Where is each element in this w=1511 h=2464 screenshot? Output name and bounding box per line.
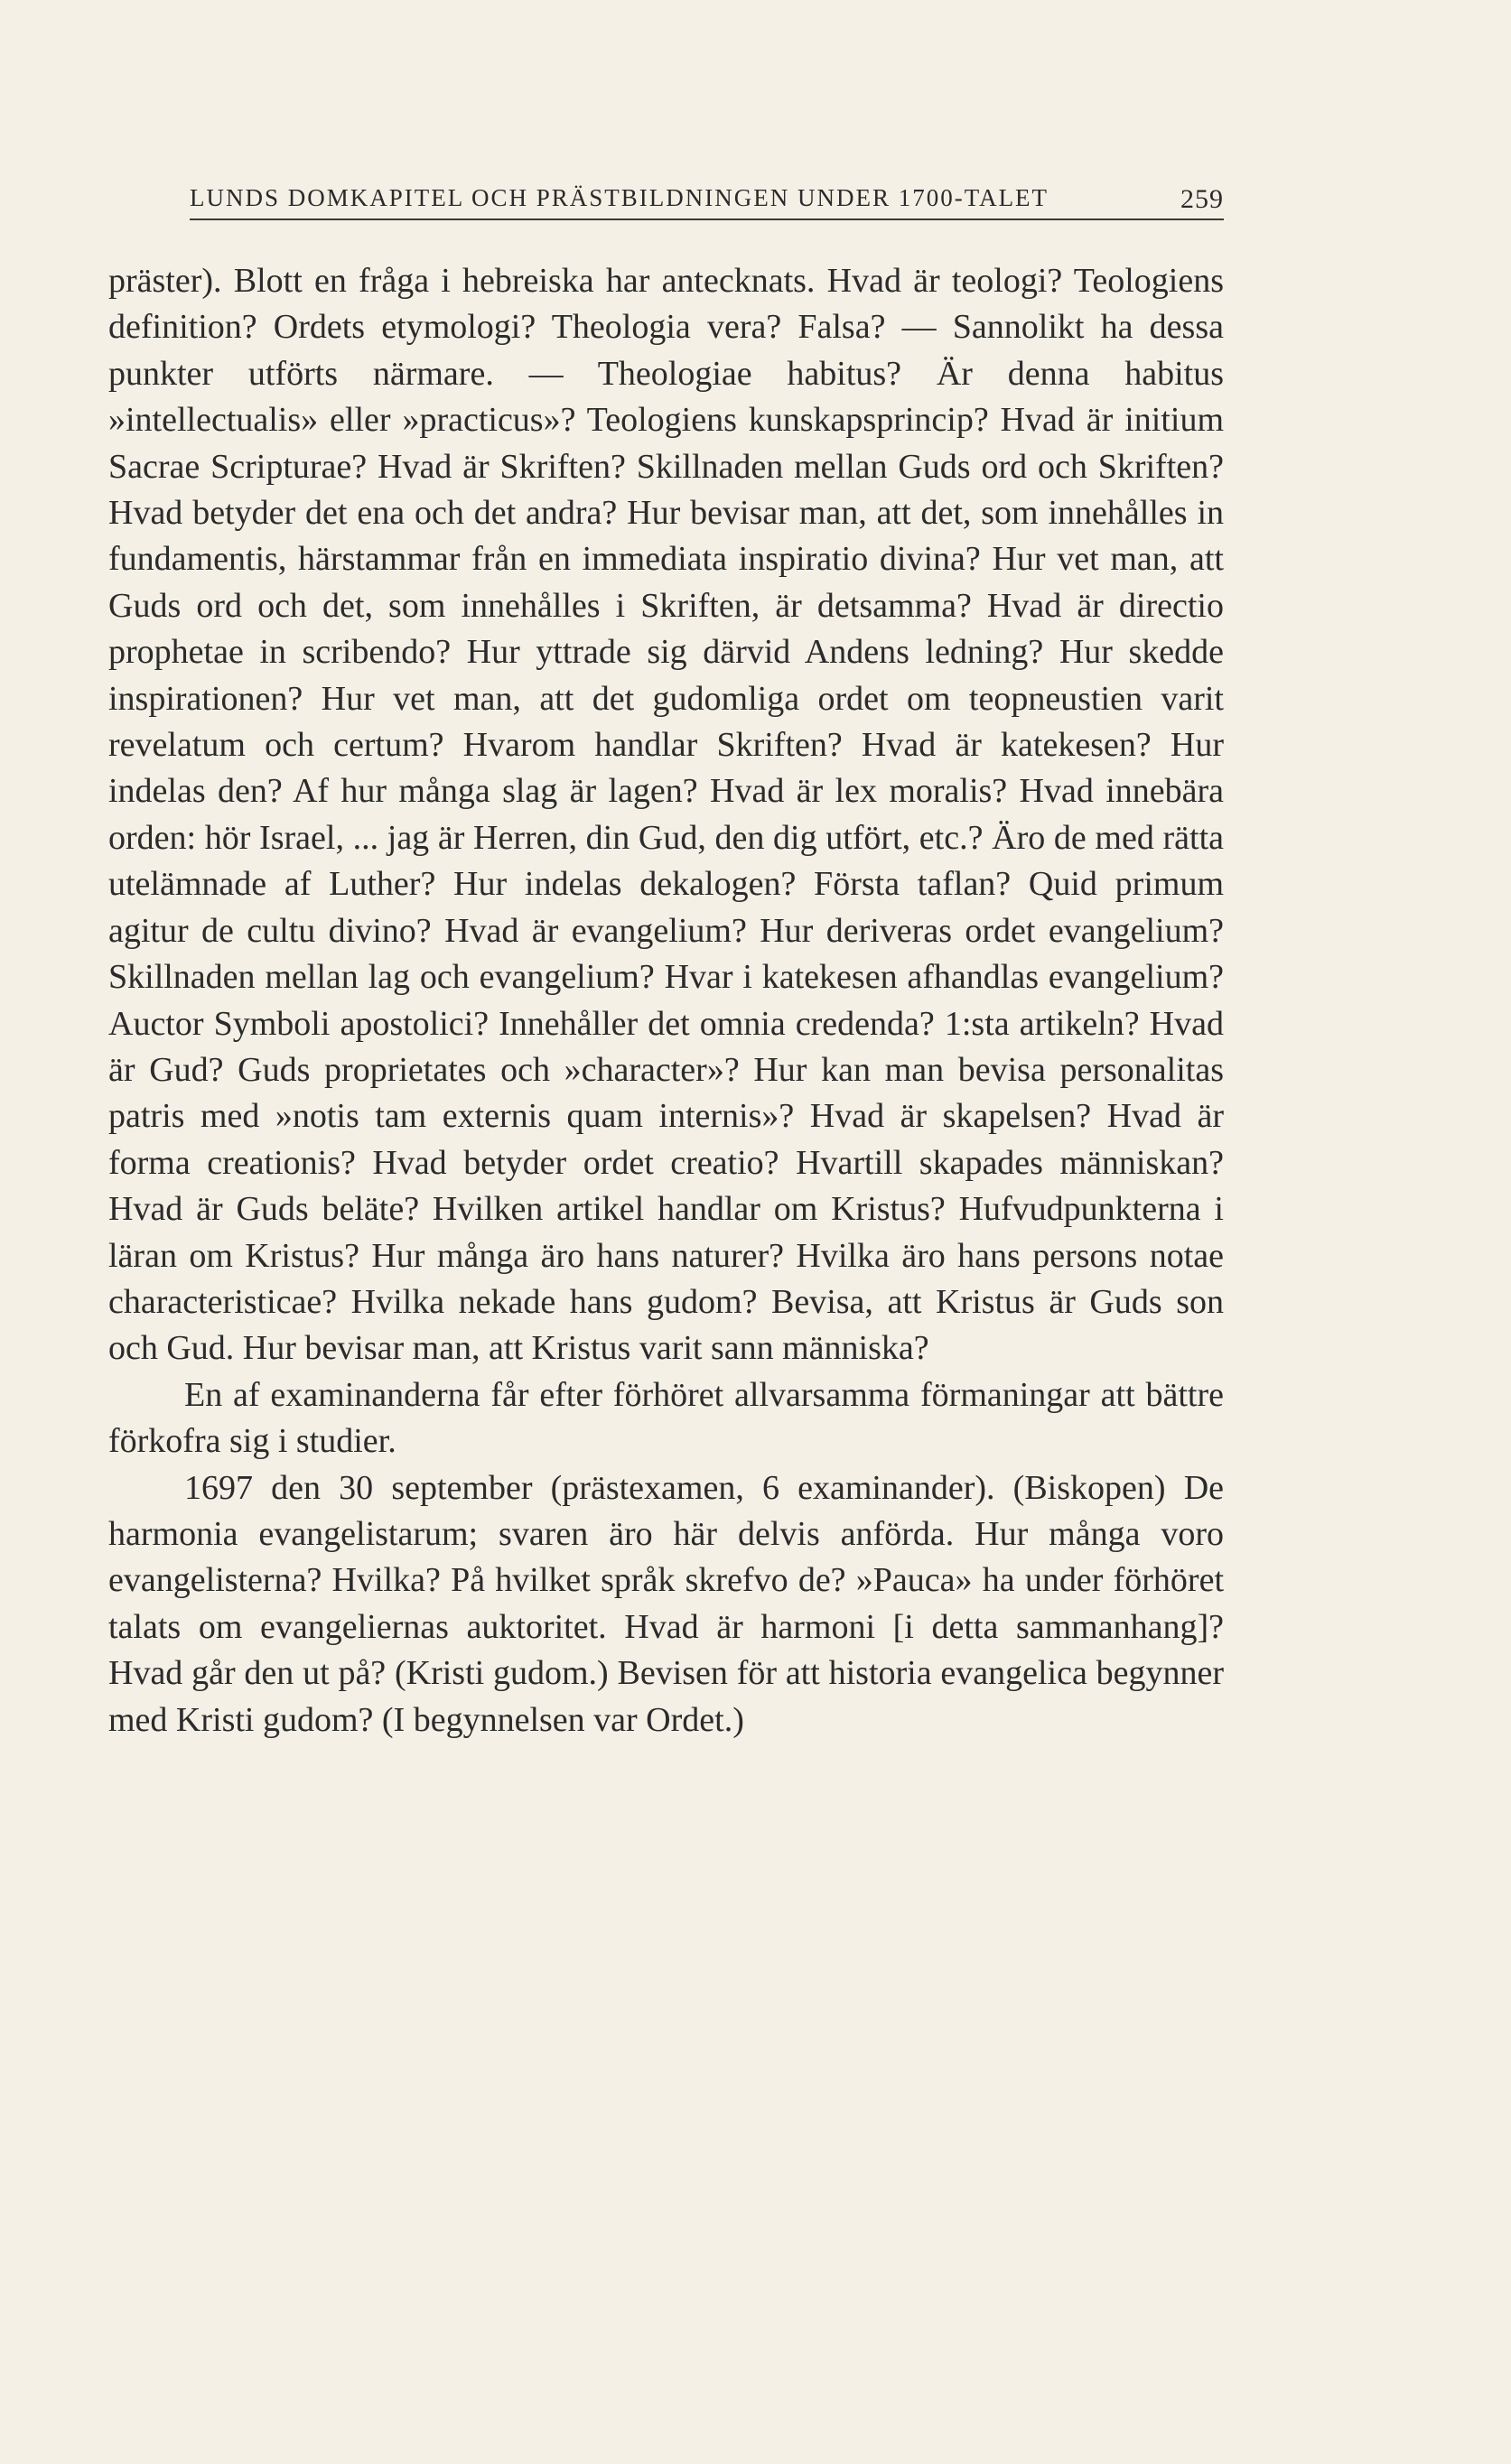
body-text <box>108 258 1224 1743</box>
paragraph-admonition: En af examinanderna får efter förhöret allvarsamma förmaningar att bättre förkofra sig i studier. <box>108 1375 1224 1461</box>
paragraph-exam-questions: präster). Blott en fråga i hebreiska har antecknats. Hvad är teologi? Teologiens definition? Ordets etymologi? Theologia vera? Falsa? — Sannolikt ha dessa punkter utförts närmare. — Theologiae habitus? Är denna habitus »intellectualis» eller »practicus»? Teologiens kunskapsprincip? Hvad är initium Sacrae Scripturae? Hvad är Skriften? Skillnaden mellan Guds ord och Skriften? Hvad betyder det ena och det andra? Hur bevisar man, att det, som innehålles in fundamentis, härstammar från en immediata inspiratio divina? Hur vet man, att Guds ord och det, som innehålles i Skriften, är detsamma? Hvad är directio prophetae in scribendo? Hur yttrade sig därvid Andens ledning? Hur skedde inspirationen? Hur vet man, att det gudomliga ordet om teopneustien varit revelatum och certum? Hvarom handlar Skriften? Hvad är katekesen? Hur indelas den? Af hur många slag är lagen? Hvad är lex moralis? Hvad innebära orden: hör Israel, ... jag är Herren, din Gud, den dig utfört, etc.? Äro de med rätta utelämnade af Luther? Hur indelas dekalogen? Första taflan? Quid primum agitur de cultu divino? Hvad är evangelium? Hur deriveras ordet evangelium? Skillnaden mellan lag och evangelium? Hvar i katekesen afhandlas evangelium? Auctor Symboli apostolici? Innehåller det omnia credenda? 1:sta artikeln? Hvad är Gud? Guds proprietates och »character»? Hur kan man bevisa personalitas patris med »notis tam externis quam internis»? Hvad är skapelsen? Hvad är forma creationis? Hvad betyder ordet creatio? Hvartill skapades människan? Hvad är Guds beläte? Hvilken artikel handlar om Kristus? Hufvudpunkterna i läran om Kristus? Hur många äro hans naturer? Hvilka äro hans persons notae characteristicae? Hvilka nekade hans gudom? Bevisa, att Kristus är Guds son och Gud. Hur bevisar man, att Kristus varit sann människa? <box>108 262 1224 1368</box>
running-title: LUNDS DOMKAPITEL OCH PRÄSTBILDNINGEN UNDER 1700-TALET <box>190 184 1049 211</box>
page-number: 259 <box>1180 184 1224 214</box>
paragraph-1697-exam: 1697 den 30 september (prästexamen, 6 examinander). (Biskopen) De harmonia evangelistarum; svaren äro här delvis anförda. Hur många voro evangelisterna? Hvilka? På hvilket språk skrefvo de? »Pauca» ha under förhöret talats om evangeliernas auktoritet. Hvad är harmoni [i detta sammanhang]? Hvad går den ut på? (Kristi gudom.) Bevisen för att historia evangelica begynner med Kristi gudom? (I begynnelsen var Ordet.) <box>108 1468 1224 1739</box>
running-head <box>190 179 1224 220</box>
